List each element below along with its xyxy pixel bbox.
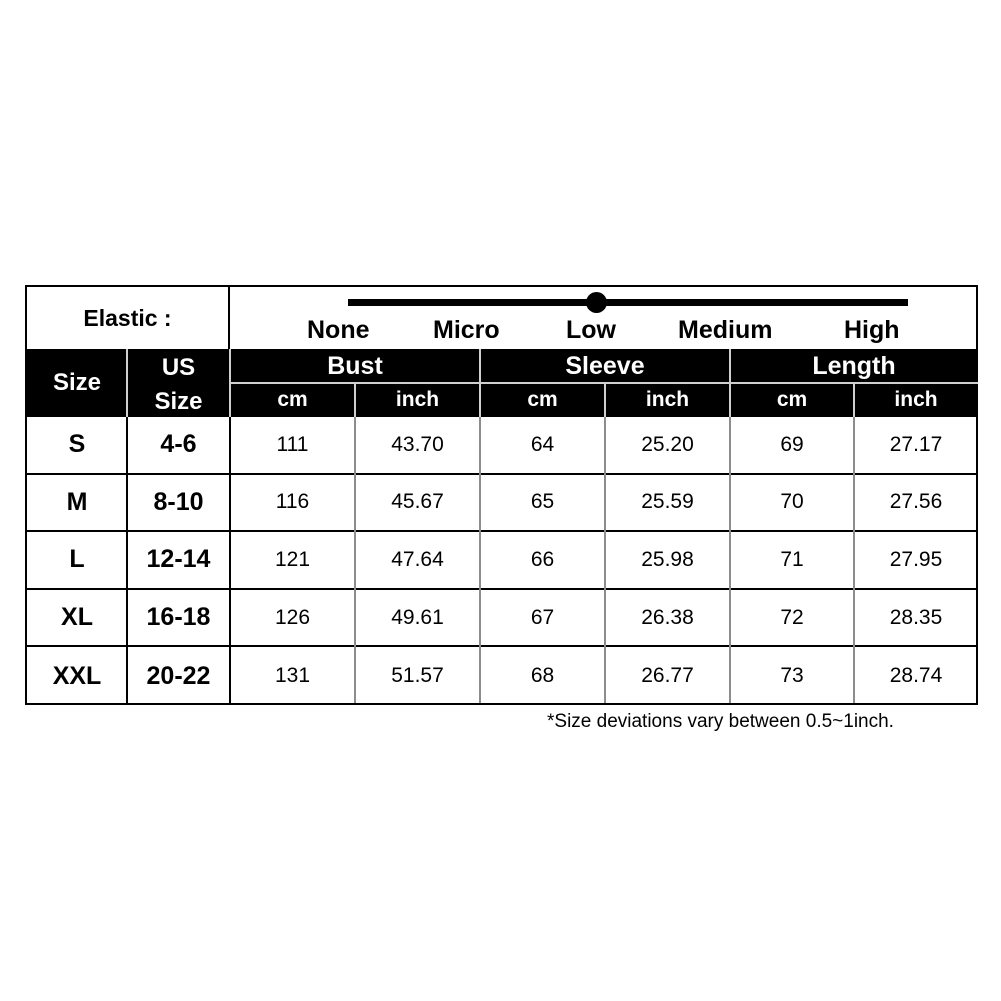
size-deviation-note: *Size deviations vary between 0.5~1inch. — [547, 711, 894, 732]
bust-cm-cell: 111 — [276, 432, 309, 456]
header-sleeve: Sleeve — [565, 351, 645, 380]
elastic-level-low: Low — [566, 316, 616, 344]
us-size-cell: 20-22 — [146, 661, 211, 690]
bust-inch-cell: 51.57 — [391, 664, 444, 688]
header-length-cm: cm — [776, 388, 808, 411]
size-chart-table — [25, 285, 978, 705]
table-row — [27, 475, 976, 533]
length-inch-cell: 27.95 — [889, 547, 943, 571]
header-divider — [604, 383, 606, 417]
header-divider — [853, 383, 855, 417]
header-size: Size — [52, 369, 102, 396]
bust-cm-cell: 126 — [274, 605, 311, 629]
header-bust: Bust — [327, 351, 383, 380]
column-divider — [729, 417, 731, 703]
size-cell: XL — [61, 603, 93, 632]
bust-cm-cell: 131 — [274, 664, 311, 688]
header-sleeve-inch: inch — [645, 388, 690, 411]
elastic-level-high: High — [844, 316, 900, 344]
elastic-level-none: None — [307, 316, 370, 344]
us-size-cell: 16-18 — [146, 603, 211, 632]
bust-cm-cell: 116 — [275, 490, 310, 514]
length-inch-cell: 27.17 — [889, 432, 943, 456]
table-row — [27, 647, 976, 705]
sleeve-cm-cell: 65 — [530, 490, 555, 514]
column-divider — [479, 417, 481, 703]
length-inch-cell: 27.56 — [889, 490, 943, 514]
elastic-level-micro: Micro — [433, 316, 500, 344]
size-cell: L — [69, 545, 85, 574]
header-length: Length — [812, 351, 896, 380]
sleeve-cm-cell: 68 — [530, 664, 555, 688]
column-divider — [853, 417, 855, 703]
us-size-cell: 4-6 — [160, 430, 197, 459]
length-cm-cell: 69 — [780, 432, 804, 456]
header-divider — [126, 349, 128, 417]
header-us-line1: US — [161, 354, 196, 381]
bust-cm-cell: 121 — [274, 547, 311, 571]
bust-inch-cell: 43.70 — [391, 432, 444, 456]
sleeve-cm-cell: 67 — [530, 605, 555, 629]
header-bust-inch: inch — [395, 388, 440, 411]
table-header — [27, 349, 976, 417]
elastic-scale — [230, 287, 976, 349]
elastic-selected-marker — [586, 292, 607, 313]
size-cell: M — [66, 487, 88, 516]
sleeve-inch-cell: 25.59 — [641, 490, 694, 514]
column-divider — [126, 417, 128, 703]
size-cell: S — [68, 430, 86, 459]
header-sleeve-cm: cm — [527, 388, 558, 411]
length-cm-cell: 70 — [780, 490, 804, 514]
sleeve-inch-cell: 26.38 — [641, 605, 694, 629]
length-cm-cell: 73 — [780, 664, 804, 688]
elastic-label: Elastic : — [27, 287, 230, 349]
sleeve-cm-cell: 66 — [530, 547, 555, 571]
us-size-cell: 8-10 — [153, 487, 204, 516]
header-divider — [354, 383, 356, 417]
header-us-line2: Size — [154, 388, 203, 415]
table-row — [27, 417, 976, 475]
sleeve-inch-cell: 25.20 — [641, 432, 694, 456]
column-divider — [229, 417, 231, 703]
table-row — [27, 590, 976, 648]
length-inch-cell: 28.35 — [889, 605, 943, 629]
bust-inch-cell: 45.67 — [391, 490, 444, 514]
bust-inch-cell: 49.61 — [391, 605, 444, 629]
header-length-inch: inch — [894, 388, 938, 411]
length-cm-cell: 72 — [780, 605, 804, 629]
table-row — [27, 532, 976, 590]
elastic-level-medium: Medium — [678, 316, 773, 344]
bust-inch-cell: 47.64 — [391, 547, 444, 571]
column-divider — [354, 417, 356, 703]
length-inch-cell: 28.74 — [889, 664, 943, 688]
us-size-cell: 12-14 — [146, 545, 211, 574]
sleeve-inch-cell: 25.98 — [641, 547, 694, 571]
length-cm-cell: 71 — [780, 547, 804, 571]
header-bust-cm: cm — [277, 388, 308, 411]
elastic-scale-line — [348, 299, 908, 306]
sleeve-cm-cell: 64 — [530, 432, 555, 456]
column-divider — [604, 417, 606, 703]
size-cell: XXL — [52, 661, 102, 690]
sleeve-inch-cell: 26.77 — [641, 664, 694, 688]
